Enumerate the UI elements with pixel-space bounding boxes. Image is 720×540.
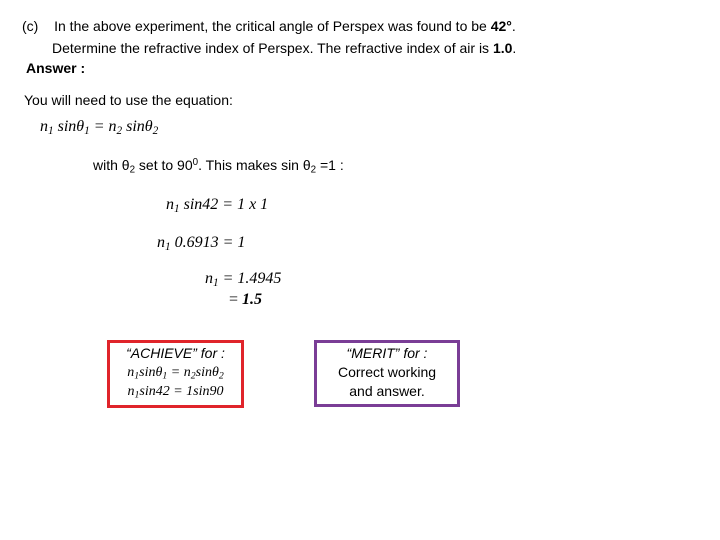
with-part3: . This makes sin θ xyxy=(198,157,311,173)
eq-n2: n xyxy=(108,118,117,135)
a-s1: 1 xyxy=(134,370,140,382)
final-answer: 1.5 xyxy=(242,291,263,308)
with-part2: set to 90 xyxy=(135,157,193,173)
step-3 xyxy=(205,270,281,288)
question-text-2: Determine the refractive index of Perspex. The refractive index of air is xyxy=(52,40,493,56)
a-sin2: sinθ xyxy=(195,365,219,380)
with-line xyxy=(93,157,344,176)
step2-rest: 0.6913 = 1 xyxy=(170,234,246,251)
step-2 xyxy=(157,234,245,252)
eq-n1-sub: 1 xyxy=(48,124,54,137)
with-sub: 2 xyxy=(129,164,136,176)
step1-rest: sin42 = 1 x 1 xyxy=(179,196,269,213)
a2-rest: sin42 = 1sin90 xyxy=(139,384,224,399)
eq-equals: = xyxy=(89,118,109,135)
answer-label: Answer : xyxy=(26,60,86,76)
merit-line-1: Correct working xyxy=(337,364,437,380)
achieve-title: “ACHIEVE” for : xyxy=(126,345,225,361)
question-text-1: In the above experiment, the critical angle of Perspex was found to be xyxy=(54,18,491,34)
step-4 xyxy=(229,291,262,309)
achieve-line-1 xyxy=(110,363,241,382)
step2-n: n xyxy=(157,234,165,251)
step3-rest: = 1.4945 xyxy=(218,270,282,287)
eq-sin2: sinθ xyxy=(122,118,153,135)
with-sup: 0 xyxy=(192,157,199,169)
achieve-criteria-box xyxy=(107,340,244,408)
eq-n1: n xyxy=(40,118,48,135)
step1-n: n xyxy=(166,196,174,213)
eq-sin1: sinθ xyxy=(53,118,85,135)
instruction-text: You will need to use the equation: xyxy=(24,92,233,108)
merit-line-2: and answer. xyxy=(349,383,425,399)
a2-s: 1 xyxy=(134,389,140,401)
step3-sub: 1 xyxy=(213,276,219,289)
with-sub2: 2 xyxy=(310,164,317,176)
a-sin1: sinθ xyxy=(139,365,163,380)
with-part4: =1 : xyxy=(316,157,344,173)
eq-theta1-sub: 1 xyxy=(84,124,90,137)
question-line-2 xyxy=(52,40,516,56)
merit-criteria-box xyxy=(314,340,460,407)
a-eq: = n xyxy=(167,365,191,380)
step1-sub: 1 xyxy=(174,202,180,215)
with-part1: with θ xyxy=(93,157,130,173)
step2-sub: 1 xyxy=(165,240,171,253)
punct: . xyxy=(511,18,516,34)
a-t1: 1 xyxy=(162,370,168,382)
a-s2: 2 xyxy=(190,370,196,382)
a-n1: n xyxy=(127,365,135,380)
eq-n2-sub: 2 xyxy=(116,124,123,137)
question-label: (c) xyxy=(22,18,39,34)
snell-equation xyxy=(40,118,158,136)
merit-title: “MERIT” for : xyxy=(346,345,428,361)
critical-angle-value: 42° xyxy=(490,18,512,34)
question-line-1 xyxy=(22,18,516,34)
eq-theta2-sub: 2 xyxy=(152,124,159,137)
achieve-line-2 xyxy=(110,382,241,401)
a2-n: n xyxy=(127,384,135,399)
air-index-value: 1.0 xyxy=(492,40,513,56)
step-1 xyxy=(166,196,268,214)
step3-n: n xyxy=(205,270,213,287)
punct: . xyxy=(512,40,517,56)
a-t2: 2 xyxy=(218,370,224,382)
step4-eq: = xyxy=(229,291,243,308)
